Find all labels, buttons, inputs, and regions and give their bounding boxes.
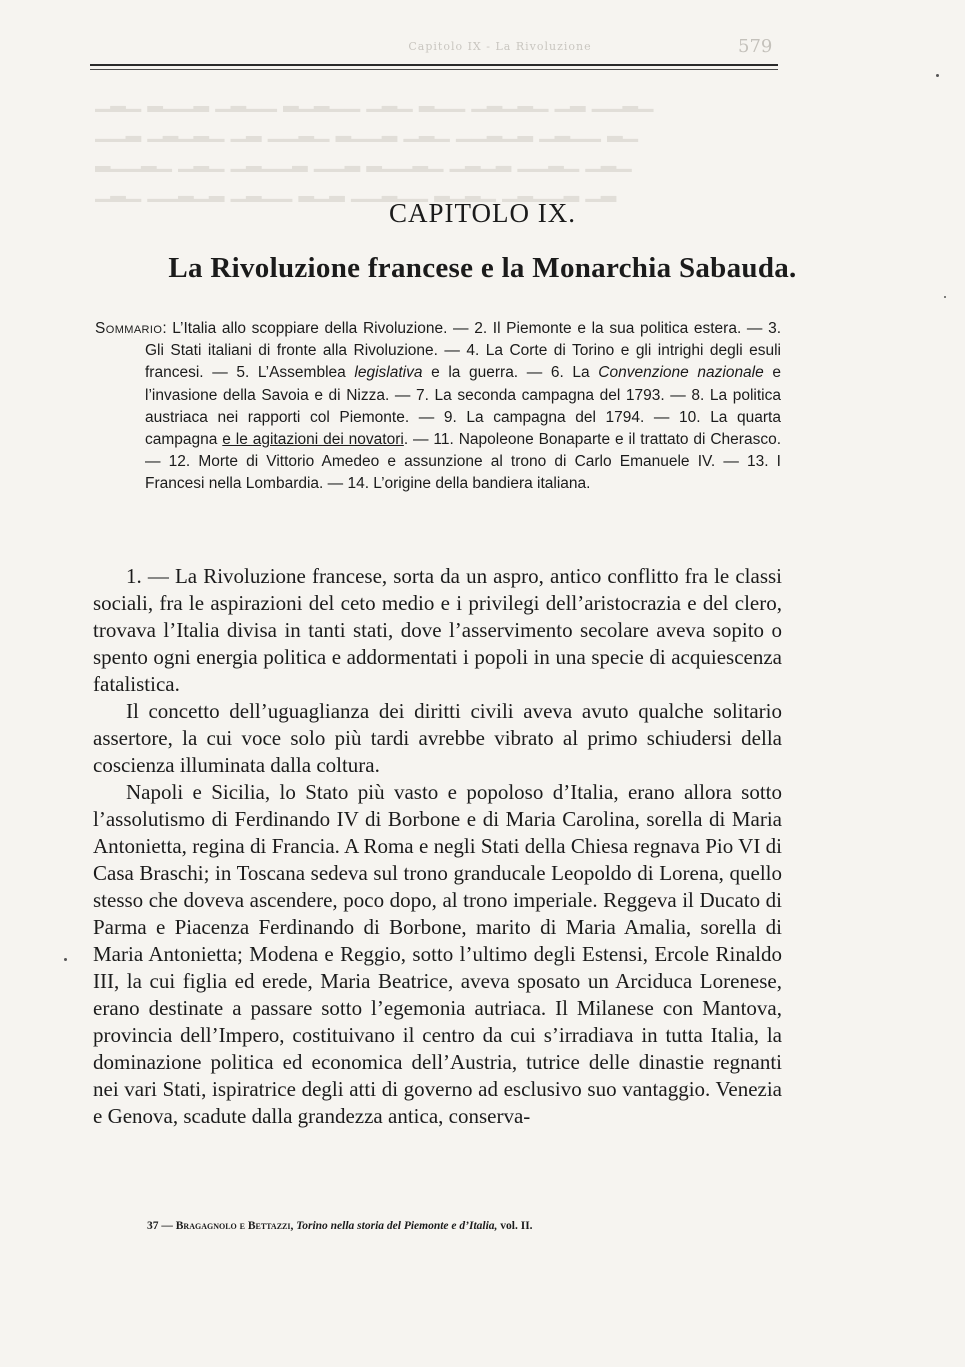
bleed-through-texture: ▁▁▂ ▁▂▁▂▁ ▁▂ ▁▁▂▁ ▂▁▁▂ ▁▂▁ ▁▁▂▁▂ ▁▂▁▁ ▂▁ (95, 118, 639, 142)
footer-book-title: Torino nella storia del Piemonte e d’Italia, (296, 1220, 498, 1232)
paper-speck (936, 74, 939, 77)
summary-label: Sommario (95, 320, 163, 337)
summary-paragraph (95, 318, 781, 496)
summary-italic-legislativa: legislativa (354, 364, 423, 382)
footer-volume: vol. II. (500, 1220, 533, 1232)
paper-speck (944, 296, 946, 298)
summary-text: . — 11. Napoleone Bonaparte e il trattato di Cherasco. — 12. Morte di Vittorio Amedeo e assunzione al trono di Carlo Emanuele IV. — 13. I Francesi nella Lombardia. — 14. L’origine della bandiera italiana. (145, 431, 781, 493)
summary-underlined-phrase: e le agitazioni dei novatori (222, 431, 404, 449)
running-head: Capitolo IX - La Rivoluzione (408, 40, 592, 53)
summary-italic-convenzione: Convenzione nazionale (598, 364, 764, 382)
bleed-through-texture: ▂▁▁▂▁ ▁▂▁ ▁▂▁▁▂ ▁▁▂ ▂▁▁▂▁ ▁▂▁▂ ▁▁▂▁ ▁▂▁ (95, 148, 632, 172)
summary-text: e l’invasione della Savoia e di Nizza. — 7. La seconda campagna del 1793. — 8. La politica austriaca nei rapporti col Piemonte. — 9. La campagna del 1794. — 10. La quarta campagna (145, 364, 781, 449)
page-footer (147, 1220, 767, 1232)
chapter-title: CAPITOLO IX. (389, 198, 576, 228)
bleed-through-texture: ▁▂▁ ▂▁▁▂ ▁▂▁▁ ▂▁▂▁▁ ▁▂▁ ▂▁▁ ▁▂▁▂▁ ▁▂ ▁▁▂▁ (95, 88, 654, 112)
body-text (93, 563, 782, 1130)
paper-speck (64, 958, 67, 961)
footer-authors: Bragagnolo e Bettazzi, (175, 1220, 294, 1232)
summary-text: e la guerra. — 6. La (422, 364, 599, 382)
header-rule (90, 64, 778, 70)
footer-signature: 37 — (147, 1220, 173, 1232)
summary-colon: : (162, 320, 167, 337)
chapter-summary (95, 318, 781, 496)
body-paragraph: Il concetto dell’uguaglianza dei diritti civili aveva avuto qualche solitario assertore, la cui voce solo più tardi avrebbe vibrato al primo schiudersi della coscienza illuminata dalla coltura. (93, 699, 782, 777)
body-paragraph: 1. — La Rivoluzione francese, sorta da un aspro, antico conflitto fra le classi sociali, fra le aspirazioni del ceto medio e i privilegi dell’aristocrazia e del clero, trovava l’Italia divisa in tanti stati, dove l’asservimento secolare aveva sopito o spento ogni energia politica e addormentati i popoli in una specie di acquiescenza fatalistica. (93, 564, 782, 696)
body-paragraph: Napoli e Sicilia, lo Stato più vasto e popoloso d’Italia, erano allora sotto l’assolutismo di Ferdinando IV di Borbone e di Maria Carolina, sorella di Maria Antonietta, regina di Francia. A Roma e negli Stati della Chiesa regnava Pio VI di Casa Braschi; in Toscana sedeva sul trono granducale Leopoldo di Lorena, quello stesso che doveva ascendere, poco dopo, al trono imperiale. Reggeva il Ducato di Parma e Piacenza Ferdinando di Borbone, marito di Maria Amalia, sorella di Maria Antonietta; Modena e Reggio, sotto l’ultimo degli Estensi, Ercole Rinaldo III, la cui figlia ed erede, Maria Beatrice, aveva sposato un Arciduca Lorenese, erano destinate a passare sotto l’egemonia autriaca. Il Milanese con Mantova, provincia dell’Impero, costituivano il centro da cui s’irradiava in tutta Italia, la dominazione politica ed economica dell’Austria, tutrice delle dinastie regnanti nei vari Stati, ispiratrice degli atti di governo ad esclusivo suo vantaggio. Venezia e Genova, scadute dalla grandezza antica, conserva- (93, 780, 782, 1128)
page-number: 579 (738, 36, 773, 57)
chapter-subtitle: La Rivoluzione francese e la Monarchia Sabauda. (168, 252, 797, 284)
summary-text: L’Italia allo scoppiare della Rivoluzione. — 2. Il Piemonte e la sua politica estera. — 3. Gli Stati italiani di fronte alla Rivoluzione. — 4. La Corte di Torino e gli intrighi degli esuli francesi. — 5. L’Assemblea (145, 320, 781, 382)
bleed-through-texture: ▁▂▁ ▁▁▂▁▂ ▁▂▁▁ ▂▁▂ ▁▁▂▁▁ ▂▁▂▁ ▁▂▁▁▂ ▁▂ (95, 178, 617, 202)
